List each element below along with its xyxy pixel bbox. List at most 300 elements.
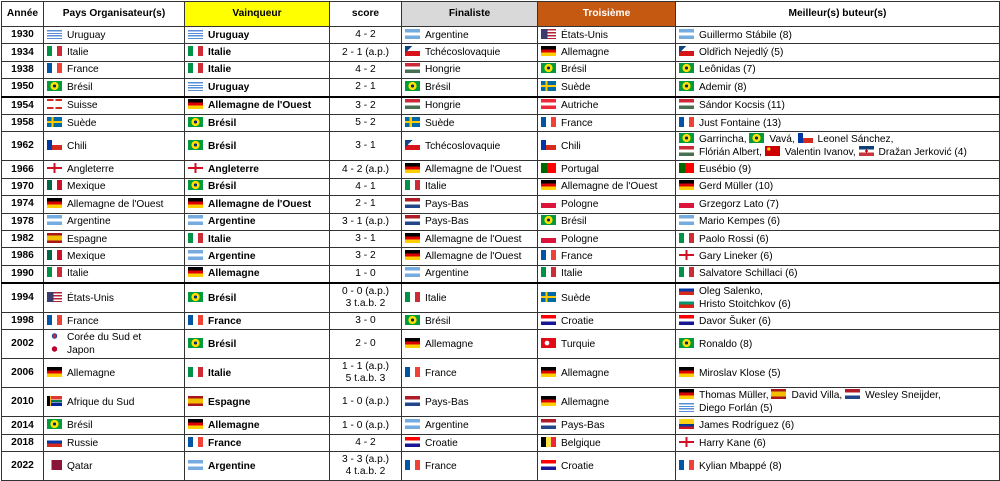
table-row: [2, 44, 1000, 61]
host-cell: [44, 114, 185, 131]
table-row: [2, 27, 1000, 44]
netherlands-flag-icon: [405, 215, 420, 225]
header-third: Troisième: [538, 2, 676, 27]
argentina-flag-icon: [405, 267, 420, 277]
host-cell: [44, 359, 185, 388]
winner-cell: [185, 248, 330, 265]
third-cell: [538, 61, 676, 78]
italy-flag-icon: [679, 267, 694, 277]
header-score: score: [330, 2, 402, 27]
scorer-name: Harry Kane (6): [699, 437, 766, 449]
scorers-cell: [676, 79, 1000, 97]
scorers-cell: [676, 330, 1000, 359]
argentina-flag-icon: [188, 460, 203, 470]
scorer-name: Miroslav Klose (5): [699, 367, 781, 379]
germany-flag-icon: [188, 99, 203, 109]
scorers-cell: [676, 44, 1000, 61]
year-cell: 1930: [2, 27, 44, 44]
winner-name: Brésil: [208, 117, 237, 129]
third-name: États-Unis: [561, 29, 608, 41]
russia-flag-icon: [47, 437, 62, 447]
third-cell: [538, 359, 676, 388]
argentina-flag-icon: [405, 29, 420, 39]
sweden-flag-icon: [47, 117, 62, 127]
third-cell: [538, 248, 676, 265]
winner-name: Brésil: [208, 140, 237, 152]
score-cell: [330, 330, 402, 359]
host-cell: [44, 417, 185, 434]
italy-flag-icon: [405, 292, 420, 302]
brazil-flag-icon: [679, 133, 694, 143]
winner-name: Brésil: [208, 338, 237, 350]
host-cell: [44, 265, 185, 283]
poland-flag-icon: [541, 233, 556, 243]
scorers-cell: [676, 265, 1000, 283]
germany-flag-icon: [541, 180, 556, 190]
italy-flag-icon: [188, 233, 203, 243]
third-cell: [538, 283, 676, 313]
third-name: Brésil: [561, 216, 587, 228]
winner-name: Brésil: [208, 181, 237, 193]
czechoslovakia-flag-icon: [405, 140, 420, 150]
score-value: 1 - 1 (a.p.): [342, 361, 389, 373]
finalist-cell: [402, 434, 538, 451]
table-row: [2, 452, 1000, 481]
hungary-flag-icon: [679, 146, 694, 156]
score-cell: [330, 97, 402, 115]
table-row: [2, 330, 1000, 359]
finalist-name: Allemagne de l'Ouest: [425, 164, 522, 176]
scorer-name: Oldřich Nejedlý (5): [699, 47, 784, 59]
year-cell: 1982: [2, 230, 44, 247]
world-cup-table: [1, 1, 1000, 481]
uruguay-flag-icon: [679, 402, 694, 412]
third-name: France: [561, 250, 593, 262]
finalist-name: Pays-Bas: [425, 396, 469, 408]
host-cell: [44, 213, 185, 230]
winner-name: Angleterre: [208, 164, 259, 176]
brazil-flag-icon: [47, 419, 62, 429]
finalist-name: France: [425, 460, 457, 472]
hungary-flag-icon: [405, 99, 420, 109]
year-cell: 1950: [2, 79, 44, 97]
russia-flag-icon: [679, 285, 694, 295]
brazil-flag-icon: [541, 215, 556, 225]
england-flag-icon: [47, 163, 62, 173]
scorer-name: Oleg Salenko,: [699, 286, 763, 298]
host-name: France: [67, 315, 99, 327]
score-value: 4 - 2: [355, 437, 376, 449]
winner-cell: [185, 161, 330, 178]
year-cell: 1938: [2, 61, 44, 78]
finalist-name: Pays-Bas: [425, 216, 469, 228]
finalist-cell: [402, 79, 538, 97]
finalist-name: Argentine: [425, 268, 469, 280]
table-row: [2, 230, 1000, 247]
third-name: Brésil: [561, 64, 587, 76]
netherlands-flag-icon: [405, 396, 420, 406]
table-row: [2, 265, 1000, 283]
scorer-name: Diego Forlán (5): [699, 403, 773, 415]
france-flag-icon: [188, 315, 203, 325]
table-row: [2, 79, 1000, 97]
spain-flag-icon: [188, 396, 203, 406]
scorer-name: Sándor Kocsis (11): [699, 100, 785, 112]
third-cell: [538, 44, 676, 61]
germany-flag-icon: [541, 367, 556, 377]
ussr-flag-icon: [765, 146, 780, 156]
third-name: Allemagne: [561, 396, 610, 408]
host-name: Espagne: [67, 233, 108, 245]
score-value: 4 - 2: [355, 29, 376, 41]
scorer-name: David Villa,: [791, 390, 843, 402]
brazil-flag-icon: [679, 63, 694, 73]
usa-flag-icon: [541, 29, 556, 39]
score-cell: [330, 27, 402, 44]
england-flag-icon: [679, 437, 694, 447]
host-cell: [44, 44, 185, 61]
germany-flag-icon: [188, 267, 203, 277]
score-cell: [330, 114, 402, 131]
winner-cell: [185, 114, 330, 131]
winner-cell: [185, 178, 330, 195]
scorers-cell: [676, 213, 1000, 230]
third-name: Croatie: [561, 315, 594, 327]
third-name: Autriche: [561, 100, 599, 112]
third-name: Croatie: [561, 460, 594, 472]
table-row: [2, 313, 1000, 330]
score-value: 2 - 1: [355, 198, 376, 210]
score-value: 2 - 1 (a.p.): [342, 46, 389, 58]
uruguay-flag-icon: [47, 29, 62, 39]
germany-flag-icon: [405, 163, 420, 173]
portugal-flag-icon: [541, 163, 556, 173]
winner-cell: [185, 196, 330, 213]
table-row: [2, 132, 1000, 161]
winner-name: Allemagne: [208, 268, 260, 280]
france-flag-icon: [679, 460, 694, 470]
third-name: Allemagne de l'Ouest: [561, 181, 658, 193]
third-cell: [538, 388, 676, 417]
finalist-cell: [402, 44, 538, 61]
score-cell: [330, 213, 402, 230]
finalist-cell: [402, 161, 538, 178]
scorers-cell: [676, 161, 1000, 178]
italy-flag-icon: [405, 180, 420, 190]
host-name: Uruguay: [67, 29, 106, 41]
brazil-flag-icon: [188, 180, 203, 190]
brazil-flag-icon: [749, 133, 764, 143]
host-cell: [44, 230, 185, 247]
third-name: Pologne: [561, 233, 599, 245]
finalist-name: Pays-Bas: [425, 198, 469, 210]
score-cell: [330, 44, 402, 61]
score-value: 1 - 0 (a.p.): [342, 396, 389, 408]
year-cell: 1986: [2, 248, 44, 265]
finalist-name: Allemagne: [425, 338, 474, 350]
table-row: [2, 196, 1000, 213]
germany-flag-icon: [405, 233, 420, 243]
score-cell: [330, 265, 402, 283]
table-row: [2, 61, 1000, 78]
finalist-cell: [402, 114, 538, 131]
scorer-name: Ademir (8): [699, 81, 747, 93]
host-name: Corée du Sud et: [67, 332, 142, 344]
scorers-cell: [676, 230, 1000, 247]
scorer-name: Kylian Mbappé (8): [699, 460, 782, 472]
third-name: Suède: [561, 81, 591, 93]
brazil-flag-icon: [405, 315, 420, 325]
third-name: Allemagne: [561, 367, 610, 379]
year-cell: 1966: [2, 161, 44, 178]
finalist-name: Brésil: [425, 81, 451, 93]
finalist-name: Allemagne de l'Ouest: [425, 250, 522, 262]
table-row: [2, 434, 1000, 451]
colombia-flag-icon: [679, 419, 694, 429]
score-shootout: 4 t.a.b. 2: [345, 466, 386, 478]
winner-name: Italie: [208, 47, 232, 59]
scorer-name: Eusébio (9): [699, 164, 752, 176]
argentina-flag-icon: [405, 419, 420, 429]
france-flag-icon: [541, 250, 556, 260]
finalist-name: Tchécoslovaquie: [425, 140, 501, 152]
host-name: Qatar: [67, 460, 93, 472]
france-flag-icon: [47, 315, 62, 325]
host-cell: [44, 79, 185, 97]
winner-name: Uruguay: [208, 29, 250, 41]
italy-flag-icon: [188, 46, 203, 56]
third-name: Allemagne: [561, 47, 610, 59]
scorer-name: Hristo Stoitchkov (6): [699, 299, 791, 311]
host-cell: [44, 97, 185, 115]
bulgaria-flag-icon: [679, 298, 694, 308]
scorers-cell: [676, 452, 1000, 481]
finalist-name: Croatie: [425, 437, 458, 449]
host-cell: [44, 178, 185, 195]
header-winner: Vainqueur: [185, 2, 330, 27]
scorer-name: Mario Kempes (6): [699, 216, 780, 228]
host-name: Mexique: [67, 181, 106, 193]
finalist-cell: [402, 27, 538, 44]
year-cell: 2006: [2, 359, 44, 388]
finalist-cell: [402, 388, 538, 417]
host-name: Chili: [67, 140, 87, 152]
scorers-cell: [676, 359, 1000, 388]
brazil-flag-icon: [405, 81, 420, 91]
third-cell: [538, 178, 676, 195]
table-row: [2, 114, 1000, 131]
score-value: 3 - 1: [355, 140, 376, 152]
score-cell: [330, 388, 402, 417]
finalist-cell: [402, 230, 538, 247]
brazil-flag-icon: [679, 338, 694, 348]
third-cell: [538, 97, 676, 115]
scorers-cell: [676, 388, 1000, 417]
finalist-cell: [402, 359, 538, 388]
netherlands-flag-icon: [541, 419, 556, 429]
host-name: Argentine: [67, 216, 111, 228]
host-cell: [44, 452, 185, 481]
score-cell: [330, 434, 402, 451]
winner-name: Espagne: [208, 396, 251, 408]
third-cell: [538, 79, 676, 97]
winner-name: France: [208, 437, 242, 449]
croatia-flag-icon: [405, 437, 420, 447]
table-row: [2, 248, 1000, 265]
scorer-name: Ronaldo (8): [699, 338, 753, 350]
year-cell: 1958: [2, 114, 44, 131]
host-name: Brésil: [67, 420, 93, 432]
italy-flag-icon: [47, 267, 62, 277]
winner-cell: [185, 359, 330, 388]
germany-flag-icon: [679, 180, 694, 190]
third-cell: [538, 161, 676, 178]
hungary-flag-icon: [679, 99, 694, 109]
finalist-name: Tchécoslovaquie: [425, 47, 501, 59]
third-cell: [538, 213, 676, 230]
yugoslavia-flag-icon: [859, 146, 874, 156]
austria-flag-icon: [541, 99, 556, 109]
belgium-flag-icon: [541, 437, 556, 447]
host-cell: [44, 248, 185, 265]
winner-name: Argentine: [208, 250, 256, 262]
qatar-flag-icon: [47, 460, 62, 470]
year-cell: 2002: [2, 330, 44, 359]
scorer-name: Just Fontaine (13): [699, 117, 782, 129]
score-value: 3 - 3 (a.p.): [342, 454, 389, 466]
usa-flag-icon: [47, 292, 62, 302]
scorers-cell: [676, 417, 1000, 434]
year-cell: 1962: [2, 132, 44, 161]
finalist-name: Suède: [425, 117, 455, 129]
third-name: Portugal: [561, 164, 599, 176]
finalist-cell: [402, 97, 538, 115]
host-cell: [44, 161, 185, 178]
germany-flag-icon: [47, 198, 62, 208]
scorer-name: Vavá,: [769, 134, 795, 146]
south-africa-flag-icon: [47, 396, 62, 406]
host-cell: [44, 61, 185, 78]
score-value: 4 - 2: [355, 63, 376, 75]
winner-name: Allemagne de l'Ouest: [208, 198, 312, 210]
year-cell: 1954: [2, 97, 44, 115]
winner-cell: [185, 44, 330, 61]
mexico-flag-icon: [47, 180, 62, 190]
germany-flag-icon: [47, 367, 62, 377]
england-flag-icon: [188, 163, 203, 173]
finalist-name: France: [425, 367, 457, 379]
italy-flag-icon: [679, 233, 694, 243]
score-shootout: 3 t.a.b. 2: [345, 298, 386, 310]
hungary-flag-icon: [405, 63, 420, 73]
scorer-name: Gary Lineker (6): [699, 250, 773, 262]
germany-flag-icon: [541, 46, 556, 56]
third-cell: [538, 132, 676, 161]
france-flag-icon: [405, 367, 420, 377]
scorer-name: James Rodríguez (6): [699, 420, 795, 432]
winner-name: Italie: [208, 367, 232, 379]
score-value: 3 - 1 (a.p.): [342, 215, 389, 227]
sweden-flag-icon: [541, 292, 556, 302]
finalist-cell: [402, 178, 538, 195]
netherlands-flag-icon: [845, 389, 860, 399]
winner-cell: [185, 79, 330, 97]
score-value: 3 - 2: [355, 250, 376, 262]
france-flag-icon: [47, 63, 62, 73]
table-row: [2, 359, 1000, 388]
finalist-name: Brésil: [425, 315, 451, 327]
winner-name: Argentine: [208, 216, 256, 228]
year-cell: 2010: [2, 388, 44, 417]
winner-cell: [185, 388, 330, 417]
germany-flag-icon: [405, 250, 420, 260]
score-value: 4 - 2 (a.p.): [342, 163, 389, 175]
scorers-cell: [676, 313, 1000, 330]
croatia-flag-icon: [541, 460, 556, 470]
score-cell: [330, 132, 402, 161]
third-cell: [538, 434, 676, 451]
scorers-cell: [676, 283, 1000, 313]
sweden-flag-icon: [405, 117, 420, 127]
table-row: [2, 417, 1000, 434]
host-name: Mexique: [67, 250, 106, 262]
winner-cell: [185, 265, 330, 283]
argentina-flag-icon: [679, 29, 694, 39]
host-name-2: Japon: [67, 345, 95, 357]
scorer-name: Garrincha,: [699, 134, 747, 146]
third-name: Turquie: [561, 338, 596, 350]
host-name: Afrique du Sud: [67, 396, 135, 408]
scorers-cell: [676, 27, 1000, 44]
czechoslovakia-flag-icon: [679, 46, 694, 56]
finalist-cell: [402, 213, 538, 230]
scorer-name: Grzegorz Lato (7): [699, 198, 779, 210]
score-cell: [330, 452, 402, 481]
france-flag-icon: [679, 117, 694, 127]
scorers-cell: [676, 114, 1000, 131]
third-cell: [538, 114, 676, 131]
third-cell: [538, 313, 676, 330]
winner-name: Allemagne de l'Ouest: [208, 100, 312, 112]
score-value: 4 - 1: [355, 180, 376, 192]
score-cell: [330, 313, 402, 330]
score-value: 1 - 0 (a.p.): [342, 419, 389, 431]
score-value: 0 - 0 (a.p.): [342, 286, 389, 298]
scorer-name: Davor Šuker (6): [699, 315, 771, 327]
host-cell: [44, 388, 185, 417]
germany-flag-icon: [405, 338, 420, 348]
host-name: Allemagne de l'Ouest: [67, 198, 164, 210]
header-host: Pays Organisateur(s): [44, 2, 185, 27]
year-cell: 1998: [2, 313, 44, 330]
finalist-cell: [402, 248, 538, 265]
italy-flag-icon: [188, 367, 203, 377]
header-year: Année: [2, 2, 44, 27]
year-cell: 2014: [2, 417, 44, 434]
scorer-name: Valentin Ivanov,: [784, 147, 856, 159]
table-row: [2, 161, 1000, 178]
czechoslovakia-flag-icon: [405, 46, 420, 56]
winner-cell: [185, 434, 330, 451]
score-cell: [330, 196, 402, 213]
england-flag-icon: [679, 250, 694, 260]
portugal-flag-icon: [679, 163, 694, 173]
host-cell: [44, 283, 185, 313]
table-row: [2, 388, 1000, 417]
winner-name: Italie: [208, 64, 232, 76]
winner-name: Brésil: [208, 292, 237, 304]
third-cell: [538, 230, 676, 247]
